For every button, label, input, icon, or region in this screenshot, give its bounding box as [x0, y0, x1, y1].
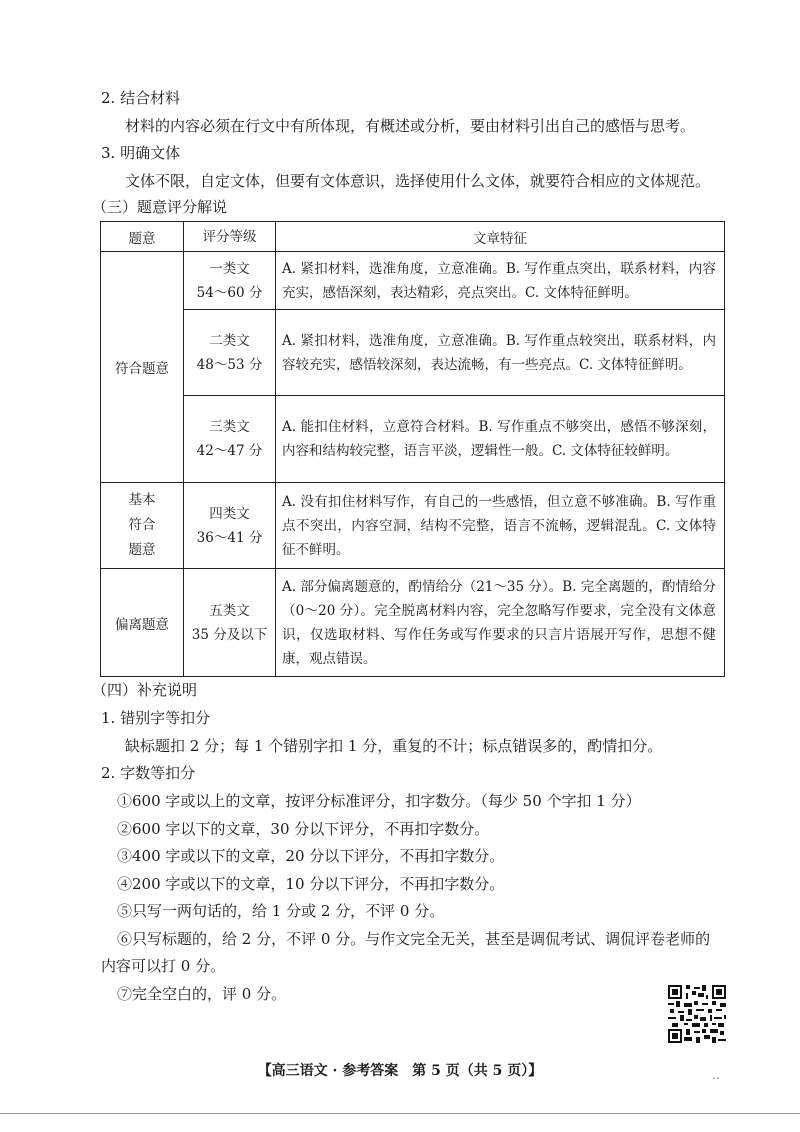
footer-dots: ..: [712, 1068, 720, 1082]
page-footer: 【高三语文 · 参考答案 第 5 页（共 5 页）】: [257, 1063, 543, 1079]
table-row: [101, 310, 725, 396]
group-label-cell: 偏离题意: [101, 569, 184, 677]
rule-item-continuation: 内容可以打 0 分。: [101, 957, 226, 975]
qr-code-icon: [668, 985, 726, 1043]
grade-score: 48～53 分: [196, 356, 263, 373]
table-header-row: [101, 222, 725, 252]
group-label-cell: [101, 483, 184, 569]
grade-score: 54～60 分: [196, 284, 263, 301]
table-row: [101, 483, 725, 569]
group-label-line: 符合: [128, 517, 156, 533]
grade-cell: [184, 569, 276, 677]
feature-cell: A. 没有扣住材料写作，有自己的一些感悟，但立意不够准确。B. 写作重点不突出，内容空洞，结构不完整，语言不流畅，逻辑混乱。C. 文体特征不鲜明。: [276, 483, 725, 569]
rule-item: ⑥只写标题的，给 2 分，不评 0 分。与作文完全无关，甚至是调侃考试、调侃评卷老师的: [117, 930, 711, 948]
group-label-line: 题意: [128, 542, 156, 558]
rule-item: ①600 字或以上的文章，按评分标准评分，扣字数分。（每少 50 个字扣 1 分）: [117, 792, 641, 810]
rule-item: ⑦完全空白的，评 0 分。: [117, 985, 287, 1003]
feature-cell: A. 能扣住材料，立意符合材料。B. 写作重点不够突出，感悟不够深刻，内容和结构较完整，语言平淡，逻辑性一般。C. 文体特征较鲜明。: [276, 396, 725, 483]
grade-cell: [184, 396, 276, 483]
header-cell: 评分等级: [184, 222, 276, 252]
grade-name: 二类文: [209, 332, 250, 349]
supplement-1-body: 缺标题扣 2 分；每 1 个错别字扣 1 分，重复的不计；标点错误多的，酌情扣分。: [125, 737, 663, 755]
supplement-2-title: 2. 字数等扣分: [101, 764, 196, 782]
grade-score: 36～41 分: [196, 529, 263, 546]
grade-name: 四类文: [209, 505, 250, 522]
rule-item: ②600 字以下的文章，30 分以下评分，不再扣字数分。: [117, 820, 490, 838]
grade-cell: [184, 252, 276, 310]
scoring-table: [100, 221, 725, 677]
section-3-body: 文体不限，自定文体，但要有文体意识，选择使用什么文体，就要符合相应的文体规范。: [125, 172, 711, 190]
bottom-divider: [0, 1113, 800, 1114]
supplement-title: （四）补充说明: [92, 681, 198, 699]
rule-item: ⑤只写一两句话的，给 1 分或 2 分，不评 0 分。: [117, 902, 445, 920]
table-section-title: （三）题意评分解说: [92, 198, 228, 216]
group-label-cell: 符合题意: [101, 252, 184, 483]
table-row: [101, 569, 725, 677]
grade-name: 五类文: [209, 602, 250, 619]
section-2-body: 材料的内容必须在行文中有所体现，有概述或分析，要由材料引出自己的感悟与思考。: [125, 117, 696, 135]
rule-item: ④200 字或以下的文章，10 分以下评分，不再扣字数分。: [117, 875, 505, 893]
feature-cell: A. 紧扣材料，选准角度，立意准确。B. 写作重点较突出，联系材料，内容较充实，感悟较深刻，表达流畅，有一些亮点。C. 文体特征鲜明。: [276, 310, 725, 396]
grade-name: 三类文: [209, 419, 250, 435]
supplement-1-title: 1. 错别字等扣分: [101, 709, 211, 727]
table-row: [101, 252, 725, 310]
section-2-title: 2. 结合材料: [101, 89, 181, 107]
rule-item: ③400 字或以下的文章，20 分以下评分，不再扣字数分。: [117, 847, 505, 865]
grade-name: 一类文: [209, 260, 250, 277]
header-cell: 文章特征: [276, 222, 725, 252]
grade-cell: [184, 310, 276, 396]
feature-cell: A. 紧扣材料，选准角度，立意准确。B. 写作重点突出，联系材料，内容充实，感悟深刻，表达精彩，亮点突出。C. 文体特征鲜明。: [276, 252, 725, 310]
feature-cell: A. 部分偏离题意的，酌情给分（21～35 分）。B. 完全离题的，酌情给分（0～20 分）。完全脱离材料内容，完全忽略写作要求，完全没有文体意识，仅选取材料、写作任务或写作要求的只言片语展开写作，思想不健康，观点错误。: [276, 569, 725, 677]
section-3-title: 3. 明确文体: [101, 144, 181, 162]
table-row: [101, 396, 725, 483]
grade-cell: [184, 483, 276, 569]
grade-score: 35 分及以下: [191, 626, 268, 643]
grade-score: 42～47 分: [196, 443, 263, 459]
header-cell: 题意: [101, 222, 184, 252]
group-label-line: 基本: [128, 492, 156, 508]
